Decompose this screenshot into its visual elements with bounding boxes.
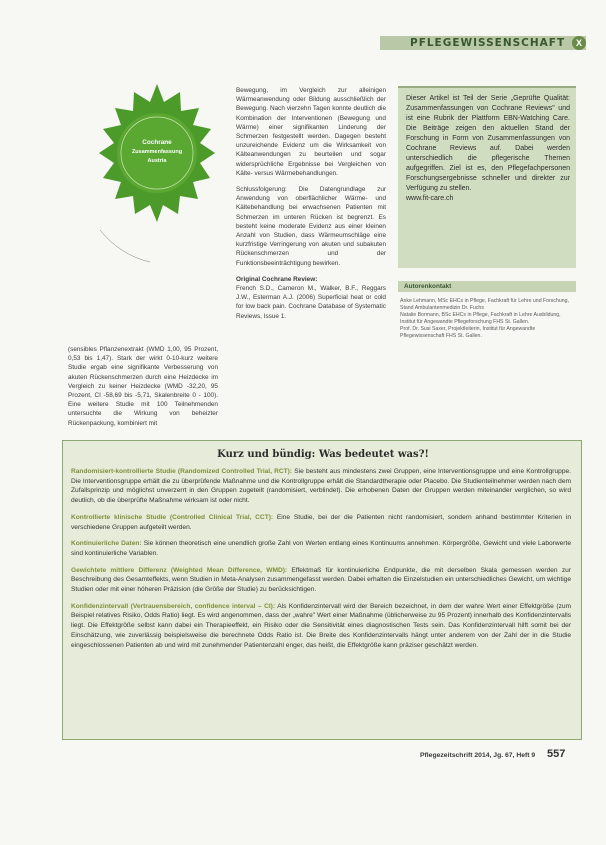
glossary-definition: Eine Studie, bei der die Patienten nicht randomisiert, sondern anhand bestimmter Kriterien in verschiedene Gruppen aufgeteilt werden. bbox=[71, 513, 571, 531]
page-number: 557 bbox=[547, 748, 566, 760]
author-contact-list bbox=[400, 298, 574, 340]
glossary-term: Gewichtete mittlere Differenz (Weighted Mean Difference, WMD): bbox=[71, 566, 288, 574]
glossary-item bbox=[71, 513, 571, 532]
glossary-item bbox=[71, 539, 571, 558]
cochrane-seal bbox=[80, 80, 235, 265]
glossary-definition: Sie können theoretisch eine unendlich große Zahl von Werten entlang eines Kontinuums annehmen. Körpergröße, Gewicht und viele Laborwerte sind kontinuierliche Variablen. bbox=[71, 540, 572, 557]
mid-paragraph-2: Schlussfolgerung: Die Datengrundlage zur Anwendung von oberflächlicher Wärme- und Kältebehandlung bei erwachsenen Patienten mit Schmerzen im unteren Rücken ist begrenzt. Es besteht keine moderate Evidenz aus einer kleinen Anzahl von Studien, dass Wärmeumschläge eine kurzfristige Verringerung von akuten und subakuten Rückenschmerzen und der Funktionsbeeinträchtigung bewirken. bbox=[236, 186, 386, 267]
glossary-term: Randomisiert-kontrollierte Studie (Randomized Controlled Trial, RCT): bbox=[71, 468, 293, 475]
series-info-box bbox=[398, 86, 576, 268]
left-text-column bbox=[68, 345, 218, 435]
glossary-definition: Als Konfidenzintervall wird der Bereich bezeichnet, in dem der wahre Wert einer Effektgröße (zum Beispiel relatives Risiko, Odds Ratio) liegt. Es wird angenommen, dass der „wahre" Wert einer Maßnahme (üblicherweise zu 95 Prozent) innerhalb des Konfidenzintervalls liegt. Die Effektgröße selbst kann dabei ein Therapieeffekt, ein Risiko oder die Sensitivität eines diagnostischen Tests sein. Das Konfidenzintervall hilft somit bei der Einschätzung, wie zuverlässig beispielsweise die berechnete Odds Ratio ist. Die Breite des Konfidenzintervalls hängt unter anderem von der Zahl der in die Studie eingeschlossenen Patienten ab und wird mit zunehmender Patientenzahl enger, das heißt, die Effektgröße kann präziser geschätzt werden. bbox=[71, 602, 571, 649]
author-contact-heading: Autorenkontakt bbox=[398, 281, 576, 292]
section-title: PFLEGEWISSENSCHAFT bbox=[410, 37, 566, 49]
glossary-definition: Effektmaß für kontinuierliche Endpunkte, die mit derselben Skala gemessen werden zur Beschreibung des Gesamteffekts, wenn Studien in Meta-Analysen zusammengefasst werden. Dabei erhalten die Einzelstudien ein unterschiedliches Gewicht, um wichtige Studien oder mit einer höheren Präzision (die Größe der Studie) zu berücksichtigen. bbox=[71, 566, 571, 594]
glossary-term: Kontrollierte klinische Studie (Controlled Clinical Trial, CCT): bbox=[71, 513, 274, 521]
seal-center-text: Cochrane bbox=[142, 139, 172, 146]
glossary-item bbox=[71, 602, 571, 651]
journal-footer: Pflegezeitschrift 2014, Jg. 67, Heft 9 bbox=[420, 752, 536, 759]
series-info-text: Dieser Artikel ist Teil der Serie „Geprüfte Qualität: Zusammenfassungen von Cochrane Reviews" und ist eine Rubrik der Plattform EBN-Watching Care. Die Beiträge zeigen den aktuellen Stand der Forschung in Form von Zusammenfassungen von Cochrane Reviews auf. Dabei werden unterschiedlich die pflegerische Themen aufgegriffen. Ziel ist es, den Pflegefachpersonen Forschungsergebnisse schneller und direkter zur Verfügung zu stellen. bbox=[406, 95, 570, 192]
glossary-definition: Sie besteht aus mindestens zwei Gruppen, eine Interventionsgruppe und eine Kontrollgruppe. Die Interventionsgruppe erhält die zu überprüfende Maßnahme und die Kontrollgruppe erhält die Standardtherapie oder Placebo. Die Studienteilnehmer werden nach dem Zufallsprinzip und möglichst unverzerrt in den Gruppen zugeteilt (randomisiert, verblindet). Die erhobenen Daten der Gruppen werden miteinander verglichen, so wird deutlich, ob die überprüfte Maßnahme wirksam ist oder nicht. bbox=[71, 468, 571, 505]
glossary-title: Kurz und bündig: Was bedeutet was?! bbox=[217, 449, 429, 460]
author-line: Anke Lehmann, MSc EHCs in Pflege, Fachkraft für Lehre und Forschung, Stand Ambulantenmedizin Dr. Fuchs bbox=[400, 298, 569, 311]
glossary-term: Konfidenzintervall (Vertrauensbereich, confidence interval – CI): bbox=[71, 602, 276, 610]
section-logo-icon: X bbox=[572, 36, 586, 50]
author-line: Natalie Bormann, BSc EHCs in Pflege, Fachkraft in Lehre Ausbildung, Institut für Angewandte Pflegeforschung FHS St. Gallen. bbox=[400, 312, 561, 325]
review-citation: French S.D., Cameron M., Walker, B.F., Reggars J.W., Esterman A.J. (2006) Superficial heat or cold for low back pain. Cochrane Database of Systematic Reviews, Issue 1. bbox=[236, 285, 386, 320]
glossary-term: Kontinuierliche Daten: bbox=[71, 540, 142, 548]
glossary-item bbox=[71, 566, 571, 595]
series-url-link[interactable]: www.fit-care.ch bbox=[406, 195, 454, 202]
author-line: Prof. Dr. Susi Saxer, Projektleiterin, Institut für Angewandte Pflegewissenschaft FHS St. Gallen. bbox=[400, 326, 536, 339]
glossary-item bbox=[71, 467, 571, 506]
left-paragraph: (sensibles Pflanzenextrakt (WMD 1,00, 95 Prozent, 0,53 bis 1,47). Stark der wirkt 0-10-kurz weitere Studie ergab eine signifikante Verbesserung von akuten Rückenschmerzen durch eine Heizdecke im Vergleich zu keiner Heizdecke (WMD -32,20, 95 Prozent, CI -58,69 bis -5,71, Skalenbreite 0 - 100). Eine weitere Studie mit 100 Teilnehmenden untersuchte die Wirkung von beheizter Rückenpackung, kombiniert mit bbox=[68, 346, 218, 427]
svg-text:Zusammenfassung: Zusammenfassung bbox=[131, 149, 183, 155]
middle-text-column bbox=[236, 86, 386, 328]
mid-paragraph-1: Bewegung, im Vergleich zur alleinigen Wärmeanwendung oder Bildung ausschließlich der Bewegung. Nach vierzehn Tagen konnte deutlich die Kombination der Interventionen (Bewegung und Wärme) einer signifikanten Linderung der Schmerzen festgestellt werden. Dagegen besteht unzureichende Evidenz um die Wirksamkeit von Kälteanwendungen zu beurteilen und sogar widersprüchliche Ergebnisse bei Vergleichen von Kälte- versus Wärmebehandlungen. bbox=[236, 87, 386, 177]
svg-text:Austria: Austria bbox=[147, 158, 167, 164]
review-label: Original Cochrane Review: bbox=[236, 275, 318, 283]
glossary-box bbox=[62, 440, 582, 740]
